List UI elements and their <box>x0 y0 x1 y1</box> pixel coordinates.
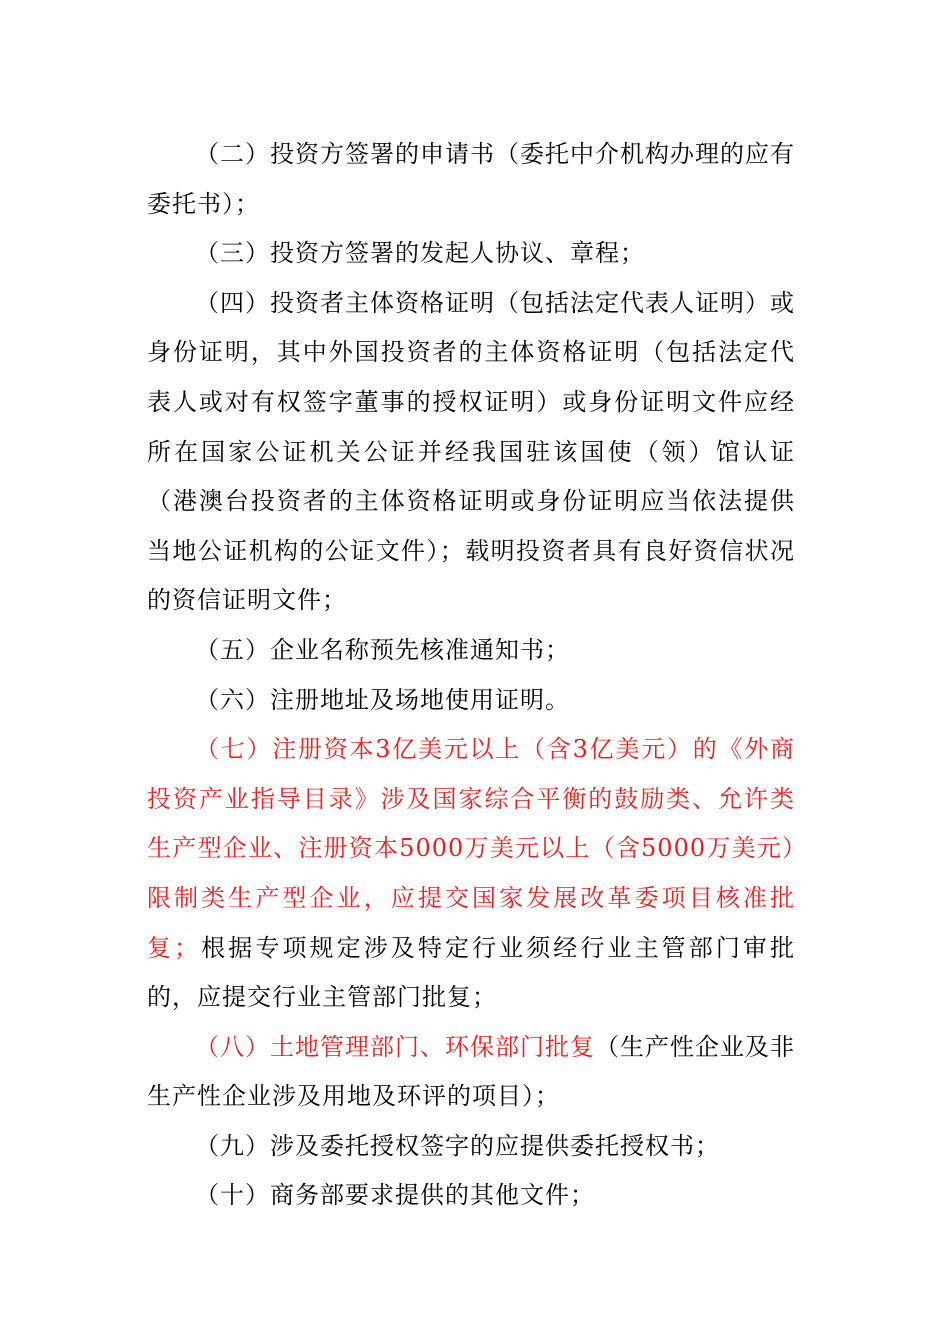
paragraph-item-6 <box>147 676 795 726</box>
paragraph-item-4 <box>147 279 795 626</box>
paragraph-item-10 <box>147 1171 795 1221</box>
paragraph-item-2 <box>147 130 795 229</box>
paragraph-item-5 <box>147 626 795 676</box>
document-body <box>147 130 795 1221</box>
paragraph-item-9 <box>147 1122 795 1172</box>
paragraph-item-8 <box>147 1023 795 1122</box>
paragraph-text: （二）投资方签署的申请书（委托中介机构办理的应有委托书）； <box>147 140 795 218</box>
paragraph-text-highlighted: （七）注册资本3亿美元以上（含3亿美元）的《外商投资产业指导目录》涉及国家综合平衡的鼓励类、允许类生产型企业、注册资本5000万美元以上（含5000万美元）限制类生产型企业，应提交国家发展改革委项目核准批复； <box>147 735 795 962</box>
paragraph-item-7 <box>147 725 795 1023</box>
paragraph-text: （生产性企业及非生产性企业涉及用地及环评的项目）； <box>147 1032 795 1111</box>
paragraph-item-3 <box>147 229 795 279</box>
paragraph-text: 根据专项规定涉及特定行业须经行业主管部门审批的，应提交行业主管部门批复； <box>147 933 796 1012</box>
paragraph-text: （六）注册地址及场地使用证明。 <box>195 685 570 714</box>
paragraph-text: （九）涉及委托授权签字的应提供委托授权书； <box>195 1131 720 1160</box>
paragraph-text: （五）企业名称预先核准通知书； <box>195 635 570 664</box>
paragraph-text: （三）投资方签署的发起人协议、章程； <box>195 239 645 268</box>
paragraph-text: （十）商务部要求提供的其他文件； <box>195 1181 595 1210</box>
paragraph-text-highlighted: （八）土地管理部门、环保部门批复 <box>195 1032 595 1061</box>
paragraph-text: （四）投资者主体资格证明（包括法定代表人证明）或身份证明，其中外国投资者的主体资格证明（包括法定代表人或对有权签字董事的授权证明）或身份证明文件应经所在国家公证机关公证并经我国驻该国使（领）馆认证（港澳台投资者的主体资格证明或身份证明应当依法提供当地公证机构的公证文件）；载明投资者具有良好资信状况的资信证明文件； <box>147 288 795 615</box>
